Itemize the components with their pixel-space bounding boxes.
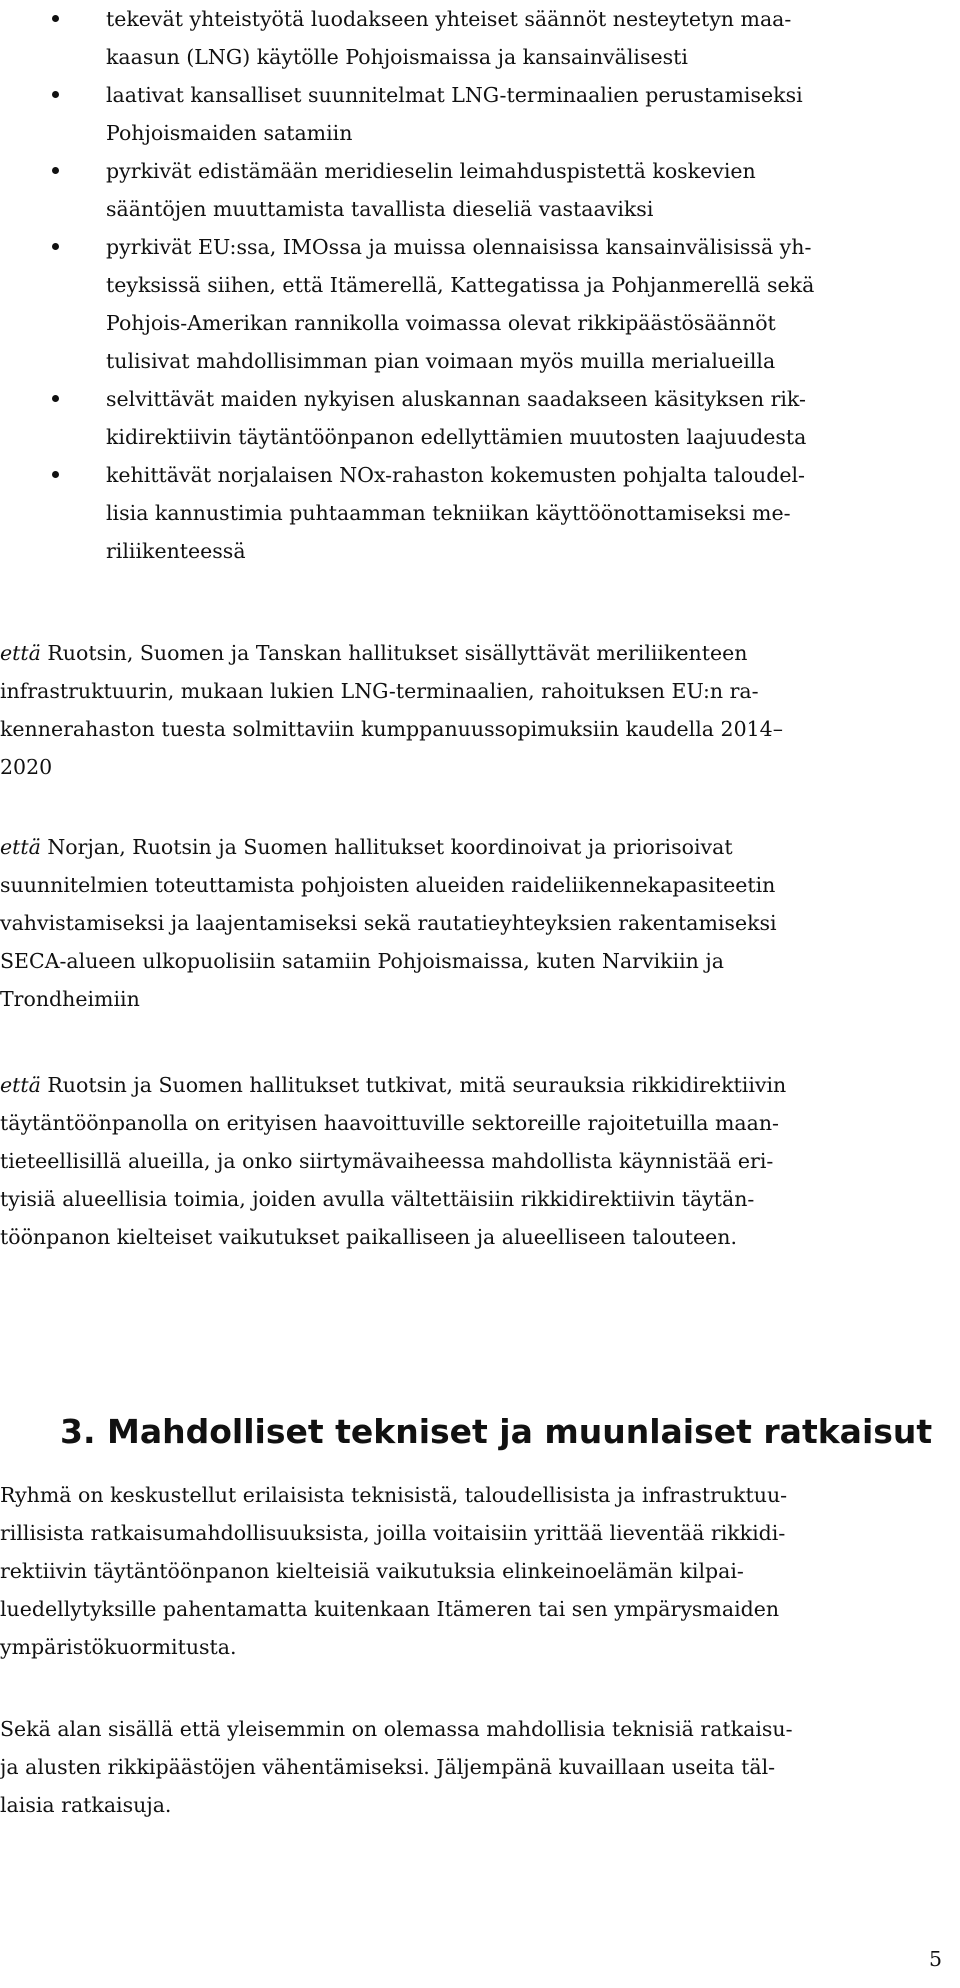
paragraph-line: luedellytyksille pahentamatta kuitenkaan Itämeren tai sen ympärysmaiden xyxy=(0,1597,780,1621)
bullet-line: tulisivat mahdollisimman pian voimaan myös muilla merialueilla xyxy=(106,349,776,373)
paragraph-line: suunnitelmien toteuttamista pohjoisten alueiden raideliikennekapasiteetin xyxy=(0,873,776,897)
bullet-icon xyxy=(52,15,59,22)
bullet-line: teyksissä siihen, että Itämerellä, Kattegatissa ja Pohjanmerellä sekä xyxy=(106,273,815,297)
paragraph-lead: että xyxy=(0,1073,41,1097)
bullet-icon xyxy=(52,471,59,478)
paragraph-line: tyisiä alueellisia toimia, joiden avulla vältettäisiin rikkidirektiivin täytän- xyxy=(0,1187,755,1211)
bullet-line: pyrkivät EU:ssa, IMOssa ja muissa olennaisissa kansainvälisissä yh- xyxy=(106,235,812,259)
government-paragraph xyxy=(0,1066,960,1256)
paragraph-line: 2020 xyxy=(0,755,53,779)
paragraph-first-line: Ruotsin, Suomen ja Tanskan hallitukset sisällyttävät meriliikenteen xyxy=(40,641,748,665)
government-paragraph xyxy=(0,828,960,1018)
bullet-line: kidirektiivin täytäntöönpanon edellyttämien muutosten laajuudesta xyxy=(106,425,807,449)
paragraph-line: Sekä alan sisällä että yleisemmin on olemassa mahdollisia teknisiä ratkaisu- xyxy=(0,1717,793,1741)
bullet-line: laativat kansalliset suunnitelmat LNG-terminaalien perustamiseksi xyxy=(106,83,803,107)
section-paragraph xyxy=(0,1710,960,1824)
paragraph-line: Ryhmä on keskustellut erilaisista teknisistä, taloudellisista ja infrastruktuu- xyxy=(0,1483,788,1507)
bullet-item xyxy=(48,456,948,570)
paragraph-line: tieteellisillä alueilla, ja onko siirtymävaiheessa mahdollista käynnistää eri- xyxy=(0,1149,774,1173)
bullet-line: Pohjois-Amerikan rannikolla voimassa olevat rikkipäästösäännöt xyxy=(106,311,776,335)
paragraph-line: ja alusten rikkipäästöjen vähentämiseksi. Jäljempänä kuvaillaan useita täl- xyxy=(0,1755,776,1779)
paragraph-line: rektiivin täytäntöönpanon kielteisiä vaikutuksia elinkeinoelämän kilpai- xyxy=(0,1559,744,1583)
paragraph-line: kennerahaston tuesta solmittaviin kumppanuussopimuksiin kaudella 2014– xyxy=(0,717,783,741)
bullet-line: Pohjoismaiden satamiin xyxy=(106,121,353,145)
paragraph-line: infrastruktuurin, mukaan lukien LNG-terminaalien, rahoituksen EU:n ra- xyxy=(0,679,759,703)
paragraph-line: rillisista ratkaisumahdollisuuksista, joilla voitaisiin yrittää lieventää rikkidi- xyxy=(0,1521,786,1545)
bullet-icon xyxy=(52,395,59,402)
bullet-line: kaasun (LNG) käytölle Pohjoismaissa ja kansainvälisesti xyxy=(106,45,688,69)
section-paragraph xyxy=(0,1476,960,1666)
bullet-line: kehittävät norjalaisen NOx-rahaston kokemusten pohjalta taloudel- xyxy=(106,463,805,487)
section-heading: 3. Mahdolliset tekniset ja muunlaiset ratkaisut xyxy=(60,1412,933,1452)
bullet-icon xyxy=(52,91,59,98)
paragraph-lead: että xyxy=(0,835,41,859)
bullet-item xyxy=(48,228,948,380)
paragraph-line: töönpanon kielteiset vaikutukset paikalliseen ja alueelliseen talouteen. xyxy=(0,1225,737,1249)
paragraph-line: laisia ratkaisuja. xyxy=(0,1793,172,1817)
bullet-item xyxy=(48,152,948,228)
page-number: 5 xyxy=(928,1947,942,1971)
bullet-line: riliikenteessä xyxy=(106,539,246,563)
bullet-line: pyrkivät edistämään meridieselin leimahduspistettä koskevien xyxy=(106,159,756,183)
paragraph-line: ympäristökuormitusta. xyxy=(0,1635,237,1659)
paragraph-lead: että xyxy=(0,641,41,665)
bullet-item xyxy=(48,76,948,152)
paragraph-line xyxy=(0,828,960,866)
paragraph-line xyxy=(0,634,960,672)
paragraph-line xyxy=(0,1066,960,1104)
paragraph-first-line: Ruotsin ja Suomen hallitukset tutkivat, mitä seurauksia rikkidirektiivin xyxy=(40,1073,787,1097)
bullet-line: selvittävät maiden nykyisen aluskannan saadakseen käsityksen rik- xyxy=(106,387,806,411)
bullet-icon xyxy=(52,167,59,174)
paragraph-line: SECA-alueen ulkopuolisiin satamiin Pohjoismaissa, kuten Narvikiin ja xyxy=(0,949,724,973)
bullet-item xyxy=(48,0,948,76)
recommendation-bullet-list xyxy=(48,0,948,570)
paragraph-line: täytäntöönpanolla on erityisen haavoittuville sektoreille rajoitetuilla maan- xyxy=(0,1111,779,1135)
paragraph-line: vahvistamiseksi ja laajentamiseksi sekä rautatieyhteyksien rakentamiseksi xyxy=(0,911,777,935)
bullet-item xyxy=(48,380,948,456)
bullet-line: tekevät yhteistyötä luodakseen yhteiset säännöt nesteytetyn maa- xyxy=(106,7,792,31)
bullet-icon xyxy=(52,243,59,250)
paragraph-first-line: Norjan, Ruotsin ja Suomen hallitukset koordinoivat ja priorisoivat xyxy=(40,835,733,859)
bullet-line: lisia kannustimia puhtaamman tekniikan käyttöönottamiseksi me- xyxy=(106,501,791,525)
bullet-line: sääntöjen muuttamista tavallista dieseliä vastaaviksi xyxy=(106,197,654,221)
paragraph-line: Trondheimiin xyxy=(0,987,140,1011)
government-paragraph xyxy=(0,634,960,786)
